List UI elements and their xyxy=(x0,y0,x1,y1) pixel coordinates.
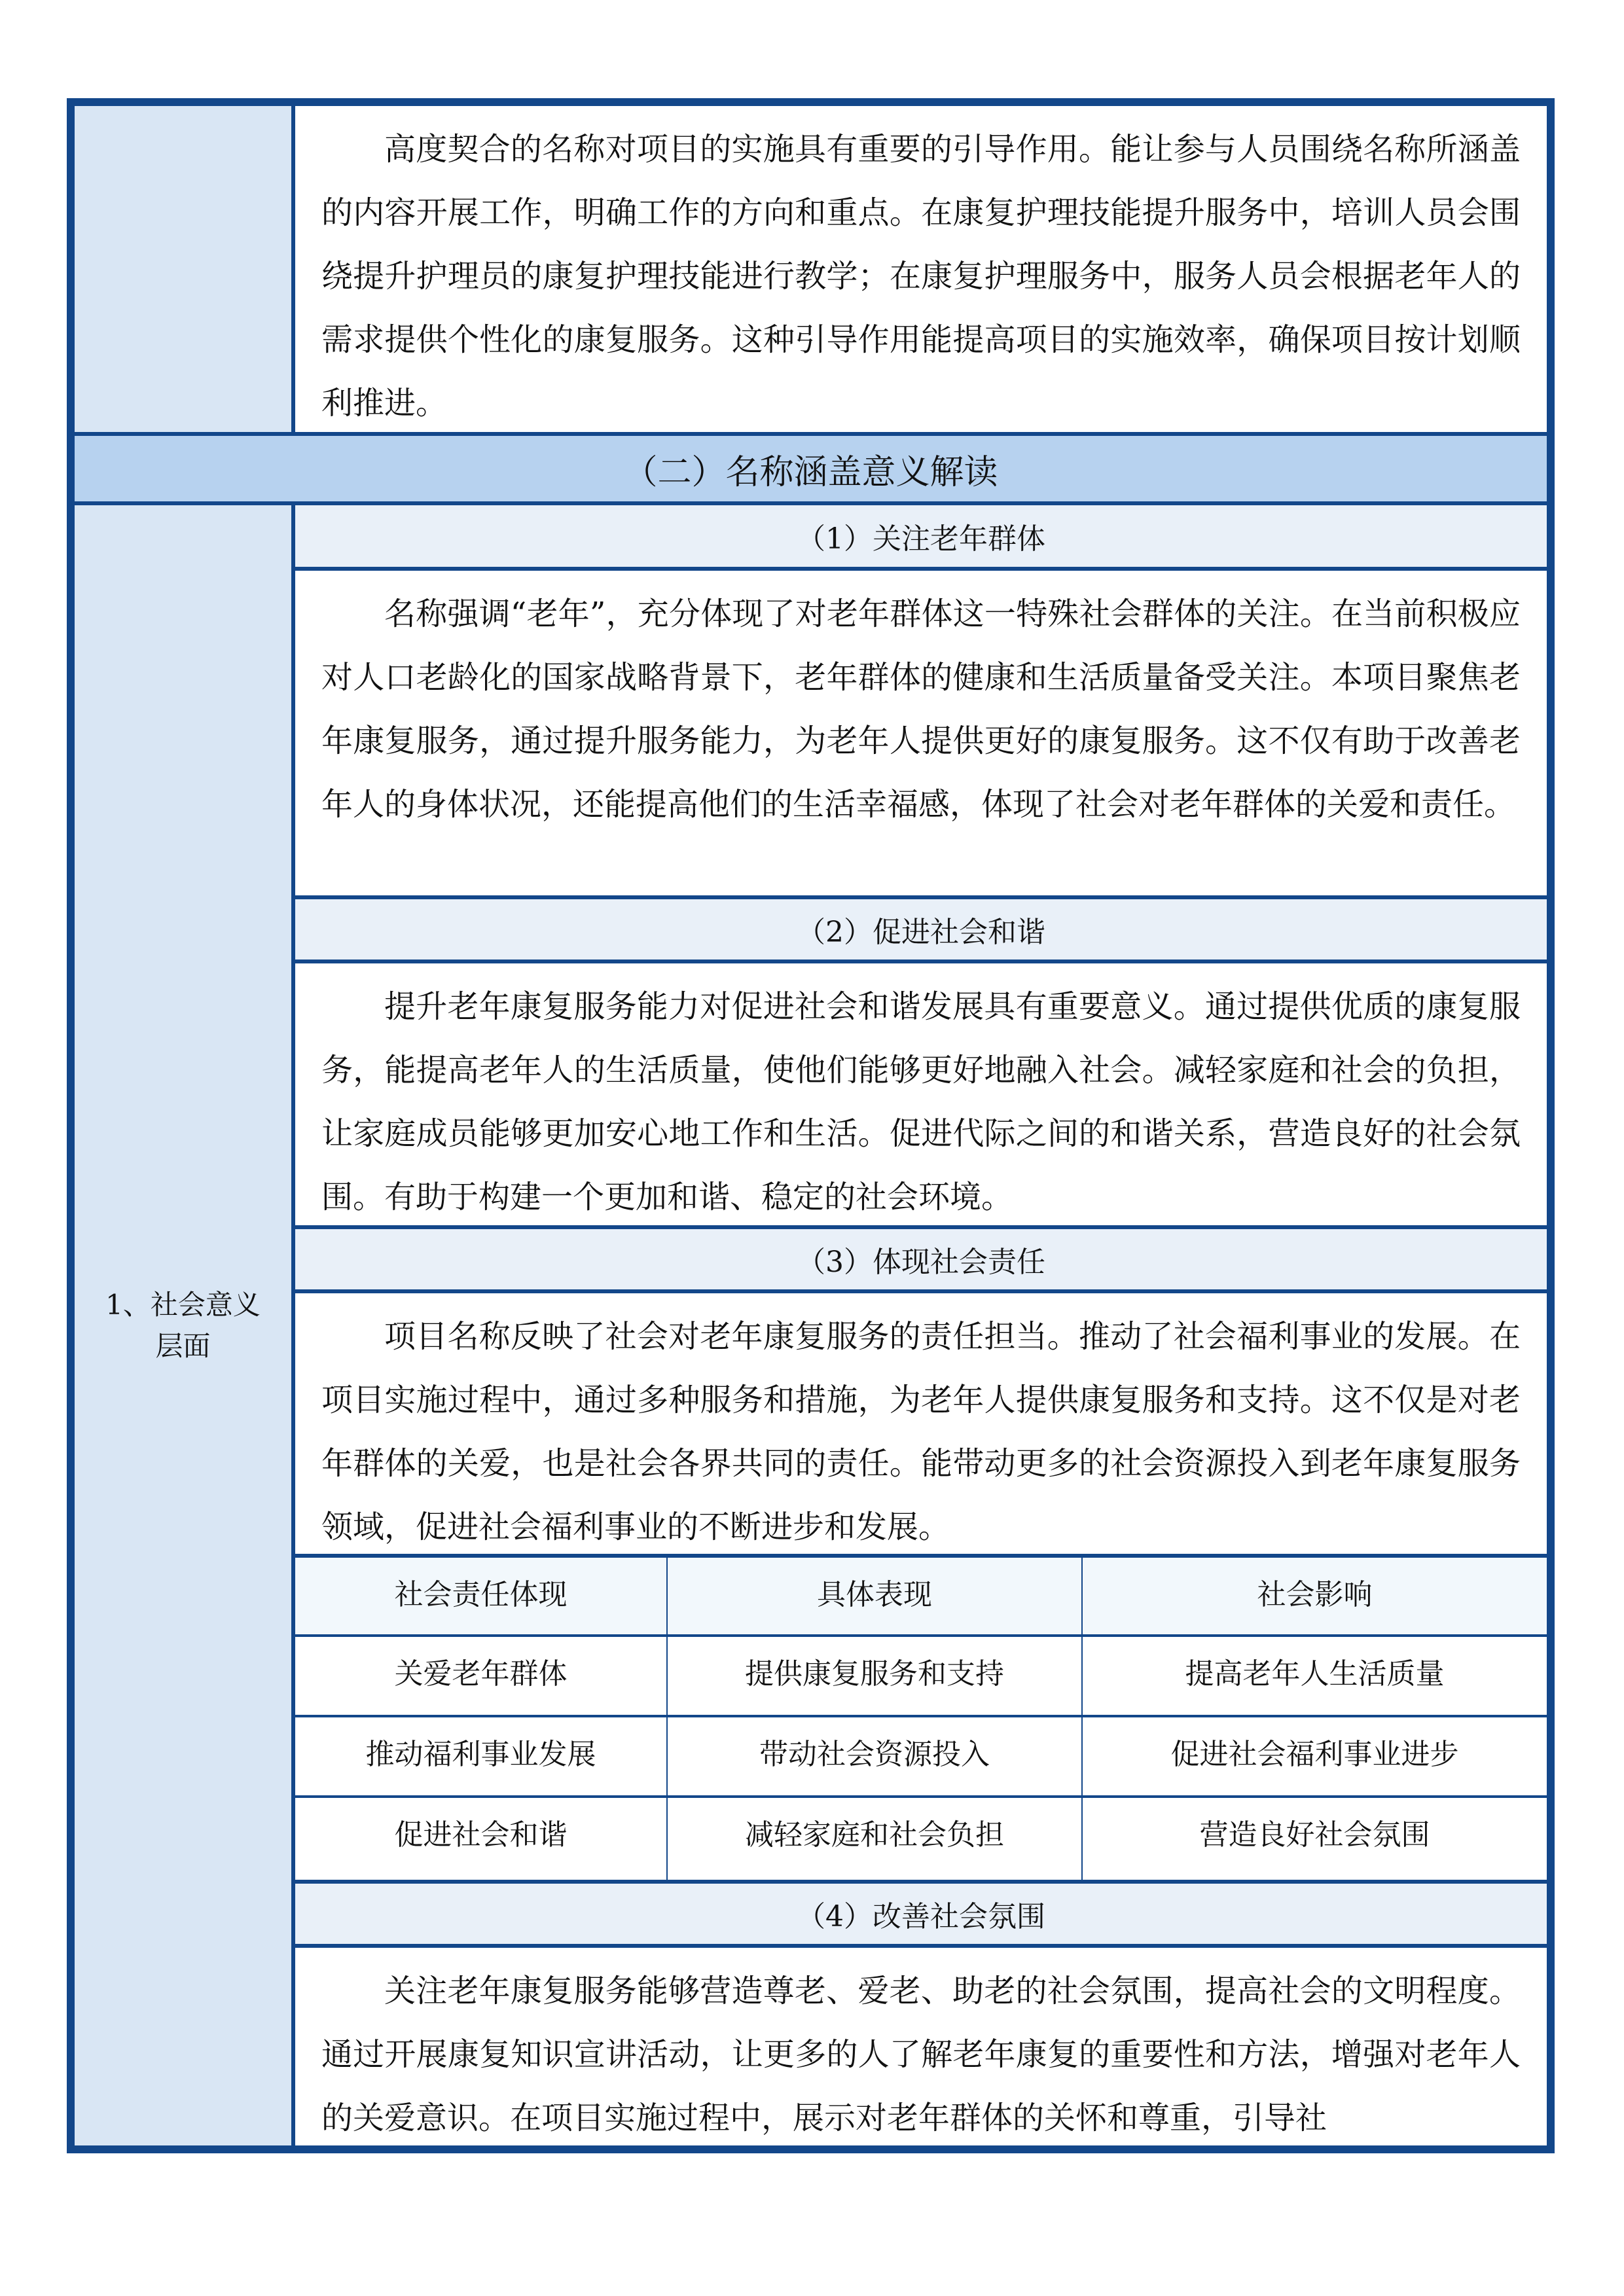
table-cell: 推动福利事业发展 xyxy=(295,1717,668,1795)
table-cell: 关爱老年群体 xyxy=(295,1637,668,1715)
subsection-title-2: （2）促进社会和谐 xyxy=(295,899,1547,960)
table-cell: 带动社会资源投入 xyxy=(668,1717,1083,1795)
subsection-paragraph-2: 提升老年康复服务能力对促进社会和谐发展具有重要意义。通过提供优质的康复服务，能提高老年人的生活质量，使他们能够更好地融入社会。减轻家庭和社会的负担，让家庭成员能够更加安心地工作和生活。促进代际之间的和谐关系，营造良好的社会氛围。有助于构建一个更加和谐、稳定的社会环境。 xyxy=(295,963,1547,1225)
subsection-title-1: （1）关注老年群体 xyxy=(295,505,1547,567)
table-header-cell: 社会责任体现 xyxy=(295,1558,668,1634)
table-cell: 营造良好社会氛围 xyxy=(1083,1798,1547,1880)
table-cell: 促进社会福利事业进步 xyxy=(1083,1717,1547,1795)
subsection-paragraph-4: 关注老年康复服务能够营造尊老、爱老、助老的社会氛围，提高社会的文明程度。通过开展康复知识宣讲活动，让更多的人了解老年康复的重要性和方法，增强对老年人的关爱意识。在项目实施过程中，展示对老年群体的关怀和尊重，引导社 xyxy=(295,1948,1547,2145)
left-column-empty xyxy=(75,106,291,432)
subsection-paragraph-1: 名称强调“老年”，充分体现了对老年群体这一特殊社会群体的关注。在当前积极应对人口老龄化的国家战略背景下，老年群体的健康和生活质量备受关注。本项目聚焦老年康复服务，通过提升服务能力，为老年人提供更好的康复服务。这不仅有助于改善老年人的身体状况，还能提高他们的生活幸福感，体现了社会对老年群体的关爱和责任。 xyxy=(295,571,1547,895)
table-cell: 提高老年人生活质量 xyxy=(1083,1637,1547,1715)
table-cell: 减轻家庭和社会负担 xyxy=(668,1798,1083,1880)
table-cell: 提供康复服务和支持 xyxy=(668,1637,1083,1715)
subsection-title-3: （3）体现社会责任 xyxy=(295,1229,1547,1289)
table-row xyxy=(295,1637,1547,1715)
top-paragraph: 高度契合的名称对项目的实施具有重要的引导作用。能让参与人员围绕名称所涵盖的内容开展工作，明确工作的方向和重点。在康复护理技能提升服务中，培训人员会围绕提升护理员的康复护理技能进行教学；在康复护理服务中，服务人员会根据老年人的需求提供个性化的康复服务。这种引导作用能提高项目的实施效率，确保项目按计划顺利推进。 xyxy=(295,106,1547,432)
table-header-cell: 具体表现 xyxy=(668,1558,1083,1634)
table-cell: 促进社会和谐 xyxy=(295,1798,668,1880)
table-row xyxy=(295,1717,1547,1795)
section-title: （二）名称涵盖意义解读 xyxy=(75,436,1547,501)
table-header-cell: 社会影响 xyxy=(1083,1558,1547,1634)
table-header-row xyxy=(295,1558,1547,1634)
subsection-title-4: （4）改善社会氛围 xyxy=(295,1884,1547,1944)
subsection-paragraph-3: 项目名称反映了社会对老年康复服务的责任担当。推动了社会福利事业的发展。在项目实施过程中，通过多种服务和措施，为老年人提供康复服务和支持。这不仅是对老年群体的关爱，也是社会各界共同的责任。能带动更多的社会资源投入到老年康复服务领域，促进社会福利事业的不断进步和发展。 xyxy=(295,1293,1547,1554)
table-row xyxy=(295,1798,1547,1880)
left-label-social: 1、社会意义层面 xyxy=(75,505,291,2145)
